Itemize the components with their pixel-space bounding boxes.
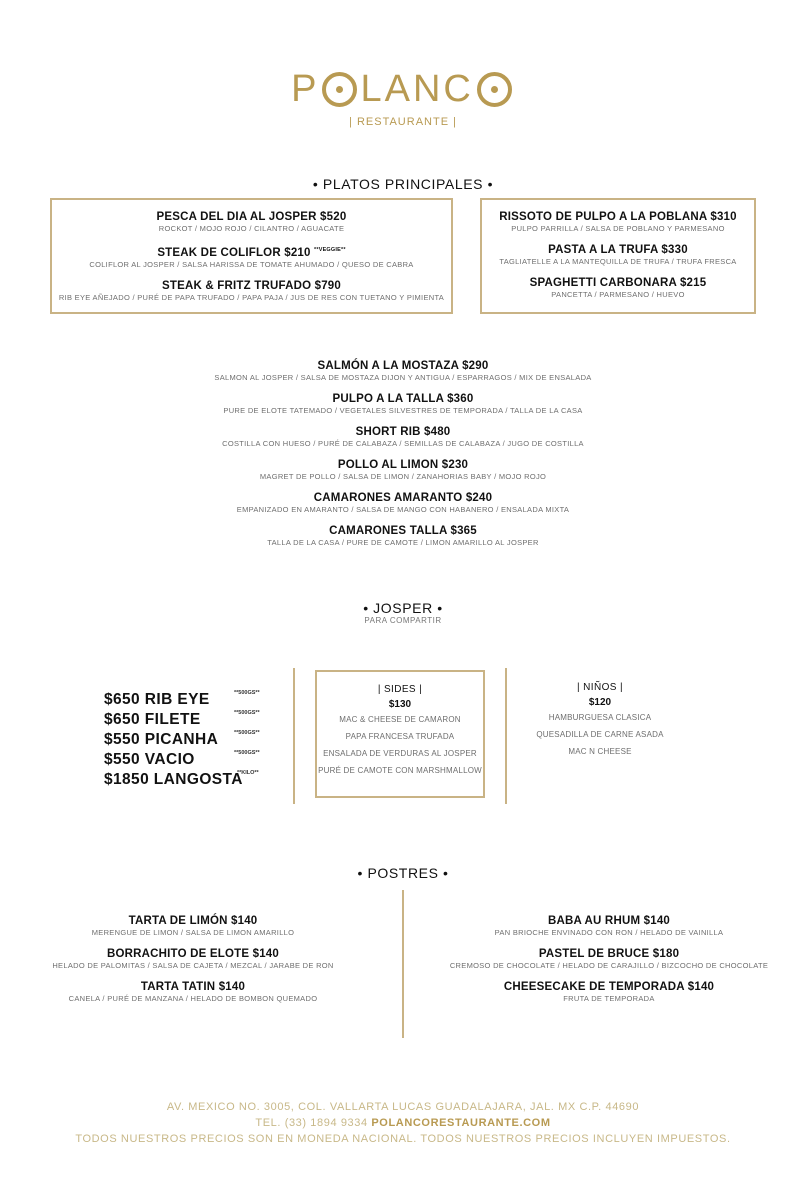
tagline: | RESTAURANTE | [349,116,457,128]
menu-item [52,210,451,234]
dish-name-text: STEAK DE COLIFLOR $210 [157,246,311,259]
menu-item [482,276,754,300]
logo-text-start: P [291,68,320,110]
josper-cut-item [104,750,294,770]
menu-item [482,210,754,234]
dish-name [52,243,451,260]
postres-left [20,914,366,1013]
dish-description: TAGLIATELLE A LA MANTEQUILLA DE TRUFA / TRUFA FRESCA [499,257,737,266]
footer-phone: TEL. (33) 1894 9334 [255,1117,368,1129]
divider [505,668,507,804]
cut-weight: **500GS** [234,690,260,696]
menu-item [436,980,782,1004]
dish-name: TARTA DE LIMÓN $140 [128,915,258,927]
josper-cut-item [104,690,294,710]
dish-name: SHORT RIB $480 [355,426,451,438]
cut-weight: **500GS** [234,710,260,716]
dish-description: COSTILLA CON HUESO / PURÉ DE CALABAZA / SEMILLAS DE CALABAZA / JUGO DE COSTILLA [222,439,584,448]
postres-title: • POSTRES • [357,865,449,881]
josper-subtitle: PARA COMPARTIR [364,616,442,625]
platos-right-box [480,198,756,314]
ninos-item: QUESADILLA DE CARNE ASADA [536,730,664,739]
josper-cuts [104,690,294,790]
menu-item [52,279,451,303]
dish-description: TALLA DE LA CASA / PURE DE CAMOTE / LIMON AMARILLO AL JOSPER [267,538,539,547]
josper-cut-item [104,770,294,790]
cut-name: $550 PICANHA [104,731,219,748]
menu-item [0,425,806,449]
header [0,66,806,128]
menu-item [436,914,782,938]
dish-name: RISSOTO DE PULPO A LA POBLANA $310 [499,211,737,223]
dish-name: CHEESECAKE DE TEMPORADA $140 [503,981,715,993]
postres-right [436,914,782,1013]
ninos-list [515,709,685,760]
dish-description: PULPO PARRILLA / SALSA DE POBLANO Y PARMESANO [511,224,725,233]
platos-center-list [0,359,806,557]
sides-title: | SIDES | [377,684,423,695]
dish-name: PULPO A LA TALLA $360 [332,393,474,405]
side-item: PAPA FRANCESA TRUFADA [345,732,455,741]
menu-item [0,359,806,383]
footer [0,1099,806,1147]
ninos-item: HAMBURGUESA CLASICA [548,713,652,722]
menu-item [0,491,806,515]
logo [291,66,515,112]
dish-description: COLIFLOR AL JOSPER / SALSA HARISSA DE TOMATE AHUMADO / QUESO DE CABRA [89,259,414,269]
menu-item [436,947,782,971]
veggie-tag: **VEGGIE** [314,247,346,253]
cut-weight: **500GS** [234,730,260,736]
menu-item [482,243,754,267]
dish-name: STEAK & FRITZ TRUFADO $790 [162,279,341,292]
logo-text-mid: LANC [360,68,474,110]
ninos-item: MAC N CHEESE [568,747,632,756]
dish-description: HELADO DE PALOMITAS / SALSA DE CAJETA / MEZCAL / JARABE DE RON [52,961,334,970]
cut-weight: **500GS** [234,750,260,756]
cut-name: $650 RIB EYE [104,691,210,708]
menu-item [52,243,451,270]
menu-item [0,458,806,482]
cut-name: $650 FILETE [104,711,201,728]
dish-description: CANELA / PURÉ DE MANZANA / HELADO DE BOMBON QUEMADO [68,994,318,1003]
divider [293,668,295,804]
divider [402,890,404,1038]
dish-name: BORRACHITO DE ELOTE $140 [106,948,279,960]
sides-price: $130 [388,699,412,710]
josper-title: • JOSPER • [363,600,443,616]
footer-contact [0,1115,806,1131]
side-item: PURÉ DE CAMOTE CON MARSHMALLOW [318,766,482,775]
dish-name: BABA AU RHUM $140 [547,915,671,927]
dish-description: CREMOSO DE CHOCOLATE / HELADO DE CARAJILLO / BIZCOCHO DE CHOCOLATE [449,961,769,970]
dish-name: SPAGHETTI CARBONARA $215 [529,277,707,289]
dish-name: PASTA A LA TRUFA $330 [548,244,688,256]
menu-item [0,392,806,416]
cut-name: $550 VACIO [104,751,195,768]
josper-cut-item [104,710,294,730]
dish-description: MERENGUE DE LIMON / SALSA DE LIMON AMARILLO [91,928,295,937]
dish-name: SALMÓN A LA MOSTAZA $290 [317,360,489,372]
dish-name: PASTEL DE BRUCE $180 [538,948,680,960]
dish-name: TARTA TATIN $140 [140,981,246,993]
dish-description: MAGRET DE POLLO / SALSA DE LIMON / ZANAHORIAS BABY / MOJO ROJO [259,472,547,481]
menu-item [0,524,806,548]
josper-cut-item [104,730,294,750]
dish-description: SALMON AL JOSPER / SALSA DE MOSTAZA DIJON Y ANTIGUA / ESPARRAGOS / MIX DE ENSALADA [214,373,592,382]
menu-item [20,914,366,938]
menu-item [20,947,366,971]
dish-description: PURE DE ELOTE TATEMADO / VEGETALES SILVESTRES DE TEMPORADA / TALLA DE LA CASA [223,406,583,415]
ninos-price: $120 [588,697,612,708]
side-item: MAC & CHEESE DE CAMARON [339,715,461,724]
sides-box [315,670,485,798]
dish-name: PESCA DEL DIA AL JOSPER $520 [156,211,347,223]
platos-left-box [50,198,453,314]
logo-o-icon [477,72,512,107]
dish-name: CAMARONES TALLA $365 [329,525,477,537]
dish-name: CAMARONES AMARANTO $240 [313,492,493,504]
footer-address: AV. MEXICO NO. 3005, COL. VALLARTA LUCAS GUADALAJARA, JAL. MX C.P. 44690 [166,1101,640,1113]
dish-description: PANCETTA / PARMESANO / HUEVO [551,290,685,299]
dish-description: EMPANIZADO EN AMARANTO / SALSA DE MANGO CON HABANERO / ENSALADA MIXTA [236,505,570,514]
ninos-section [515,682,685,760]
platos-title: • PLATOS PRINCIPALES • [312,176,494,192]
dish-description: PAN BRIOCHE ENVINADO CON RON / HELADO DE VAINILLA [494,928,724,937]
footer-note: TODOS NUESTROS PRECIOS SON EN MONEDA NACIONAL. TODOS NUESTROS PRECIOS INCLUYEN IMPUESTOS. [75,1133,731,1145]
side-item: ENSALADA DE VERDURAS AL JOSPER [323,749,477,758]
ninos-title: | NIÑOS | [576,682,624,693]
sides-list [317,711,483,779]
website-link[interactable]: POLANCORESTAURANTE.COM [371,1117,551,1129]
logo-o-icon [322,72,357,107]
cut-weight: **KILO** [237,770,259,776]
menu-item [20,980,366,1004]
dish-name: POLLO AL LIMON $230 [337,459,469,471]
dish-description: FRUTA DE TEMPORADA [563,994,655,1003]
cut-name: $1850 LANGOSTA [104,771,243,788]
dish-description: RIB EYE AÑEJADO / PURÉ DE PAPA TRUFADO / PAPA PAJA / JUS DE RES CON TUETANO Y PIMIENTA [58,292,445,302]
dish-description: ROCKOT / MOJO ROJO / CILANTRO / AGUACATE [158,224,345,233]
